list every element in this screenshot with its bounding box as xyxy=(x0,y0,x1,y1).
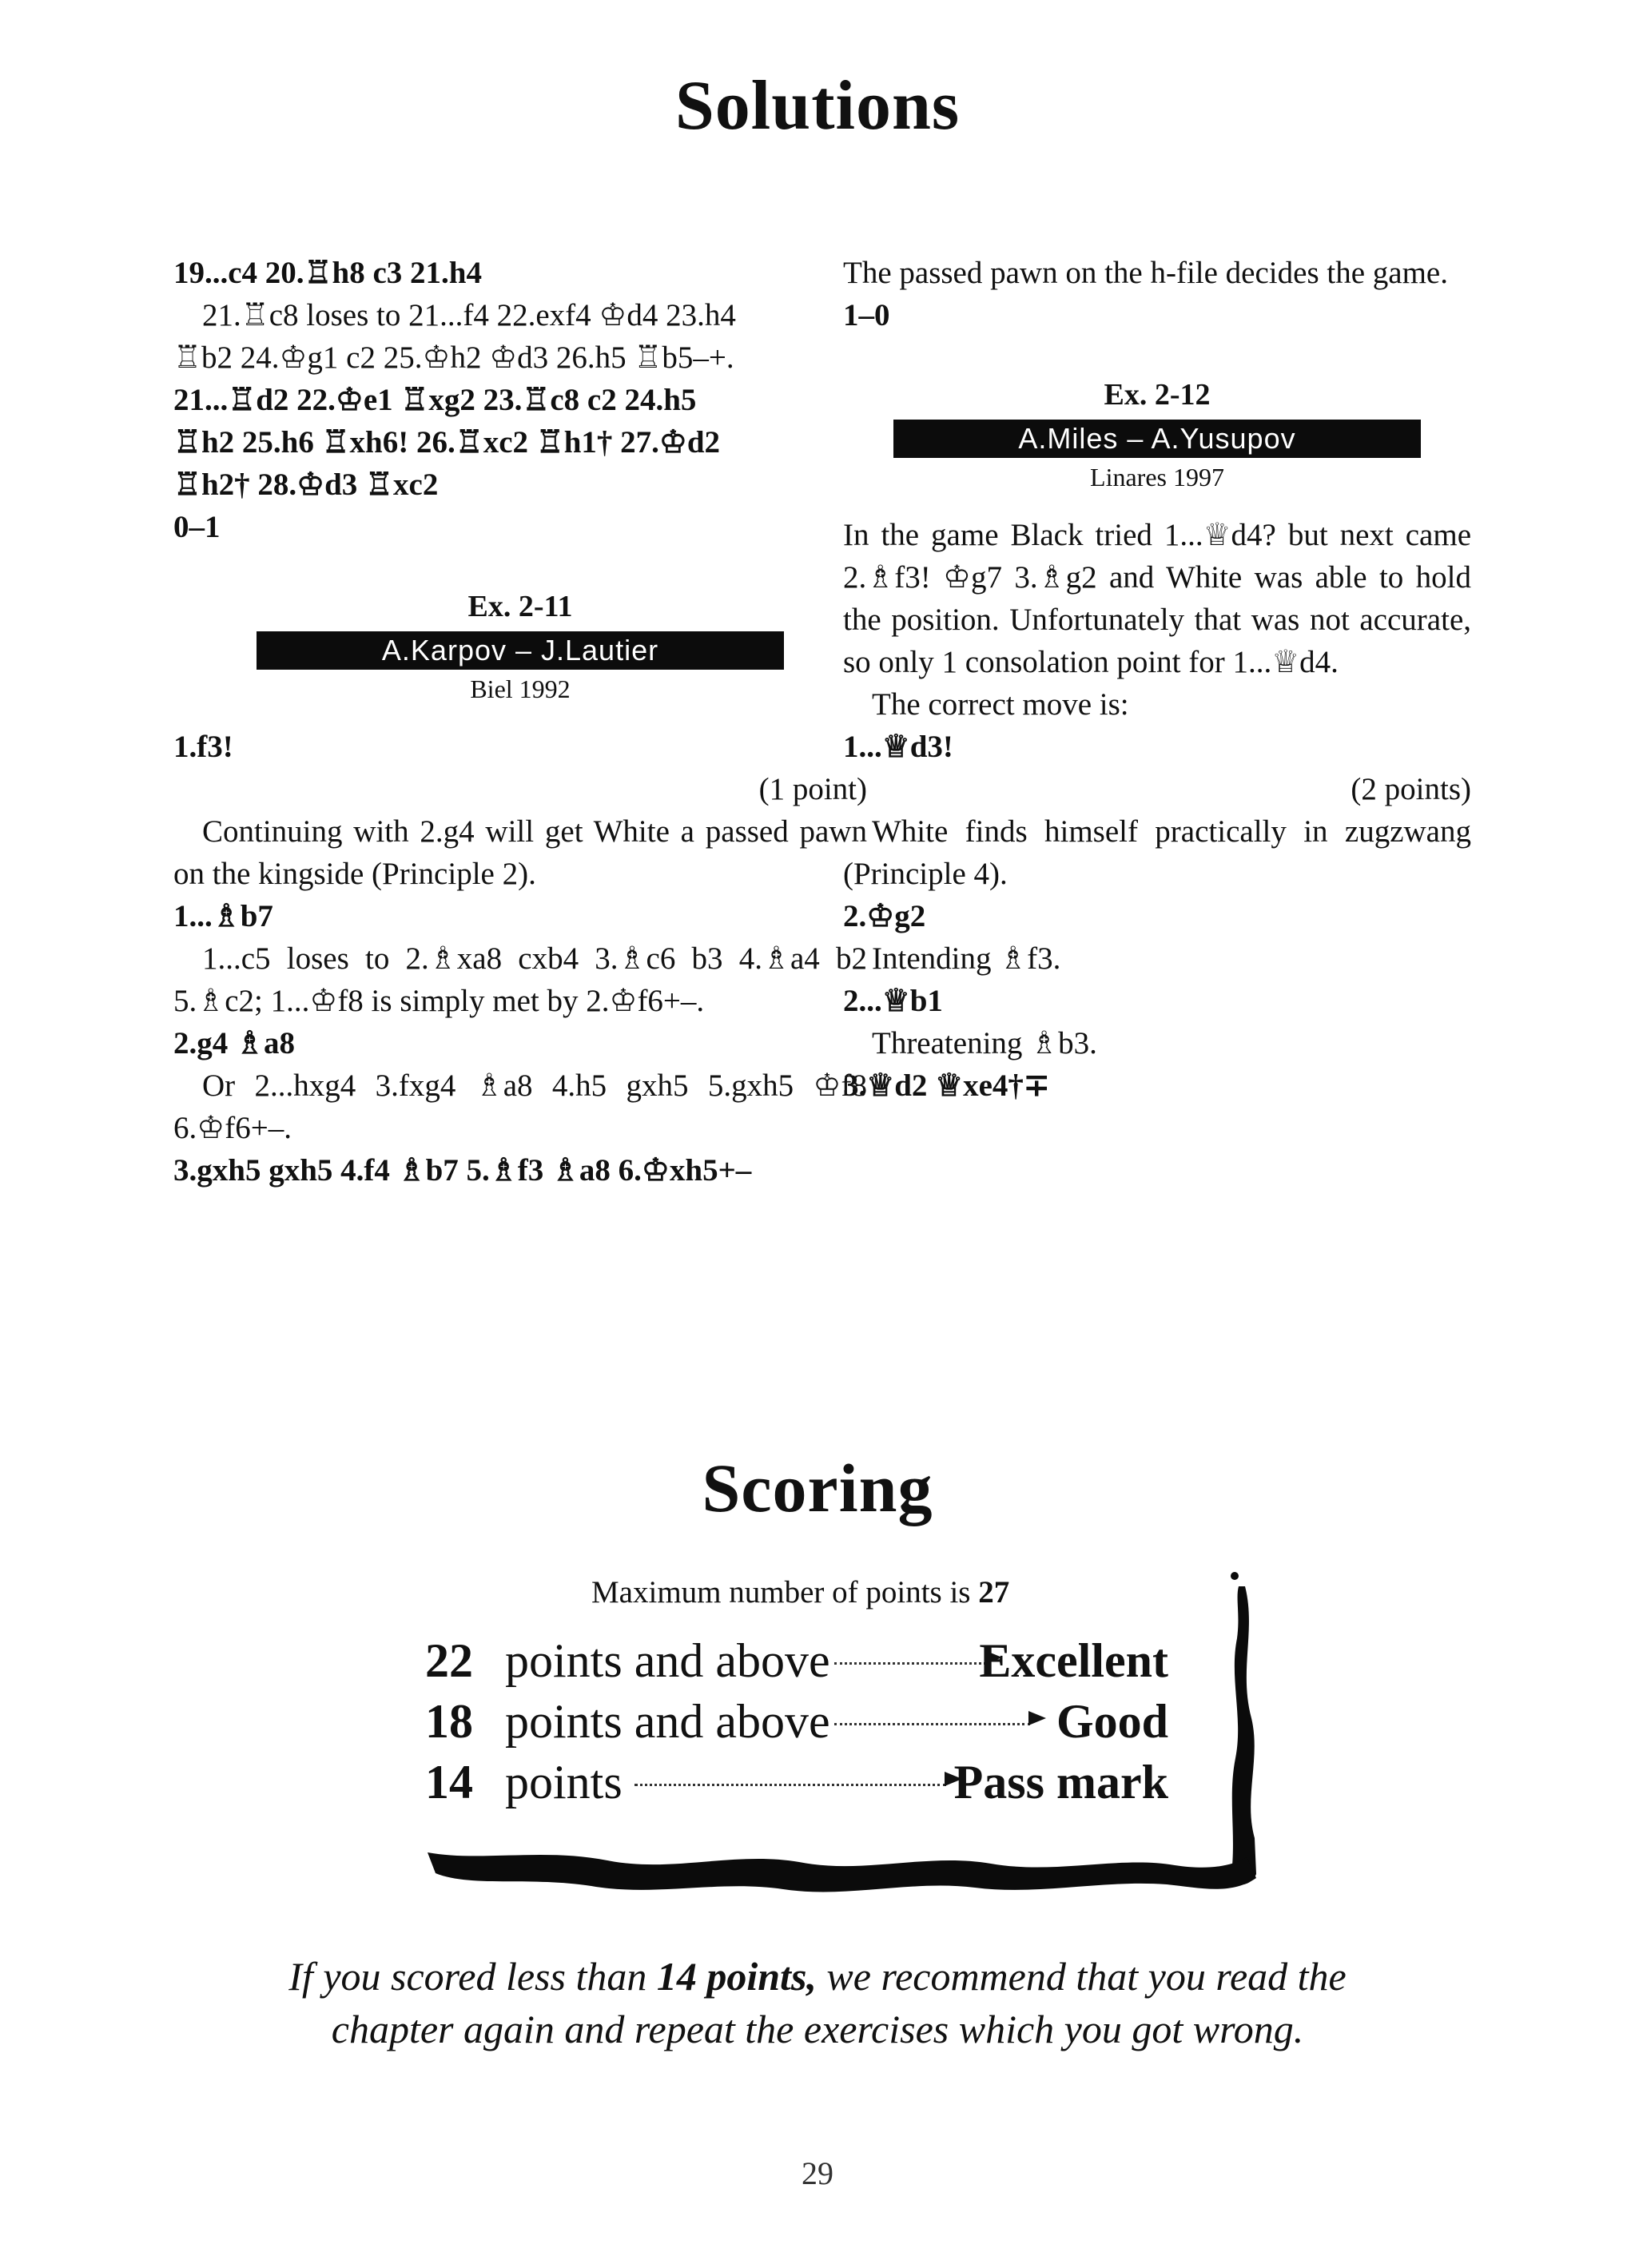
commentary: The passed pawn on the h-file decides the game. xyxy=(843,256,1448,290)
advice-pre: If you scored less than xyxy=(288,1954,647,1999)
page-title: Solutions xyxy=(674,67,961,145)
score-result: Good xyxy=(1056,1695,1168,1748)
move-line: 1...♗b7 xyxy=(173,899,273,933)
max-points-text: Maximum number of points is xyxy=(591,1575,971,1609)
commentary: Or 2...hxg4 3.fxg4 ♗a8 4.h5 gxh5 5.gxh5 ♔f8 6.♔f6+–. xyxy=(173,1068,867,1145)
exercise-heading: Ex. 2-12 xyxy=(1104,378,1211,412)
move-line: 1.f3! xyxy=(173,730,233,764)
players-banner: A.Karpov – J.Lautier xyxy=(257,631,784,670)
move-line: 21...♖d2 22.♔e1 ♖xg2 23.♖c8 c2 24.h5 xyxy=(173,383,697,417)
page-number: 29 xyxy=(802,2155,833,2191)
score-label: points and above xyxy=(505,1634,830,1687)
commentary: White finds himself practically in zugzwang (Principle 4). xyxy=(843,814,1471,891)
move-line: 3.♕d2 ♕xe4†∓ xyxy=(843,1068,1050,1103)
commentary: The correct move is: xyxy=(872,687,1129,722)
move-line: 2...♕b1 xyxy=(843,984,943,1018)
players-banner: A.Miles – A.Yusupov xyxy=(893,420,1421,458)
advice-post: we recommend that you read the xyxy=(826,1954,1347,1999)
advice-line xyxy=(0,1950,1635,2003)
scoring-title: Scoring xyxy=(702,1450,933,1526)
game-result: 1–0 xyxy=(843,298,890,332)
commentary: Threatening ♗b3. xyxy=(872,1026,1097,1060)
game-result: 0–1 xyxy=(173,510,221,544)
move-line: 1...♕d3! xyxy=(843,730,953,764)
commentary: In the game Black tried 1...♕d4? but next came 2.♗f3! ♔g7 3.♗g2 and White was able to hold the position. Unfortunately that was not accurate, so only 1 consolation point for 1...♕d4. xyxy=(843,518,1471,679)
bracket-vertical xyxy=(1231,1586,1256,1884)
exercise-heading: Ex. 2-11 xyxy=(467,590,573,623)
max-points-value: 27 xyxy=(978,1575,1010,1609)
commentary: Continuing with 2.g4 will get White a passed pawn on the kingside (Principle 2). xyxy=(173,814,867,891)
advice-threshold: 14 points, xyxy=(656,1954,817,1999)
commentary: Intending ♗f3. xyxy=(872,941,1061,976)
bracket-horizontal xyxy=(428,1852,1256,1892)
move-line: ♖h2† 28.♔d3 ♖xc2 xyxy=(173,468,439,502)
points-award: (2 points) xyxy=(1351,772,1471,806)
score-label: points xyxy=(505,1756,623,1808)
note-line: 21.♖c8 loses to 21...f4 22.exf4 ♔d4 23.h4 xyxy=(202,298,736,332)
score-points: 18 xyxy=(425,1695,473,1748)
score-result: Excellent xyxy=(979,1634,1168,1687)
move-line: 3.gxh5 gxh5 4.f4 ♗b7 5.♗f3 ♗a8 6.♔xh5+– xyxy=(173,1153,752,1188)
score-result: Pass mark xyxy=(953,1756,1168,1808)
score-points: 14 xyxy=(425,1756,473,1808)
commentary: 1...c5 loses to 2.♗xa8 cxb4 3.♗c6 b3 4.♗a4 b2 5.♗c2; 1...♔f8 is simply met by 2.♔f6+–. xyxy=(173,941,867,1018)
move-line: 19...c4 20.♖h8 c3 21.h4 xyxy=(173,256,482,290)
move-line: 2.♔g2 xyxy=(843,899,926,933)
points-award: (1 point) xyxy=(758,772,867,806)
bracket-dot xyxy=(1231,1572,1239,1580)
note-line: ♖b2 24.♔g1 c2 25.♔h2 ♔d3 26.h5 ♖b5–+. xyxy=(173,340,734,375)
game-location: Biel 1992 xyxy=(470,674,571,703)
score-points: 22 xyxy=(425,1634,473,1687)
move-line: 2.g4 ♗a8 xyxy=(173,1026,295,1060)
score-label: points and above xyxy=(505,1695,830,1748)
game-location: Linares 1997 xyxy=(1090,463,1224,491)
advice-text xyxy=(0,1950,1635,2055)
advice-line-2: chapter again and repeat the exercises which you got wrong. xyxy=(331,2007,1304,2051)
move-line: ♖h2 25.h6 ♖xh6! 26.♖xc2 ♖h1† 27.♔d2 xyxy=(173,425,721,460)
